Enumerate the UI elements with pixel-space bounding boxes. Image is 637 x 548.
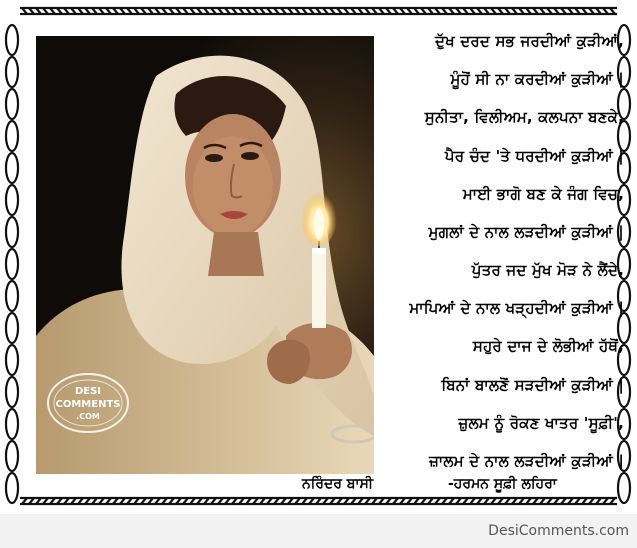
watermark-line-3: .COM bbox=[76, 412, 100, 421]
poem-line: ਪੁੱਤਰ ਜਦ ਮੁੱਖ ਮੋੜ ਨੇ ਲੈਂਦੇ, bbox=[471, 261, 624, 280]
desicomments-watermark bbox=[46, 372, 130, 434]
poem-line: ਮਾਈ ਭਾਗੋ ਬਣ ਕੇ ਜੰਗ ਵਿਚ, bbox=[462, 184, 624, 203]
poet-signature-right: -ਹਰਮਨ ਸੂਫ਼ੀ ਲਹਿਰਾ bbox=[448, 476, 557, 492]
poet-signature-left: ਨਰਿੰਦਰ ਬਾਸੀ bbox=[302, 476, 374, 492]
poem-line: ਸੁਨੀਤਾ, ਵਿਲੀਅਮ, ਕਲਪਨਾ ਬਣਕੇ, bbox=[424, 108, 624, 127]
poem-line: ਮੁਗਲਾਂ ਦੇ ਨਾਲ ਲੜਦੀਆਂ ਕੁੜੀਆਂ | bbox=[428, 222, 624, 241]
poem-line: ਸਹੁਰੇ ਦਾਜ ਦੇ ਲੋਭੀਆਂ ਹੱਥੋਂ, bbox=[472, 337, 624, 356]
poem-line: ਜ਼ਾਲਮ ਦੇ ਨਾਲ ਲੜਦੀਆਂ ਕੁੜੀਆਂ | bbox=[429, 451, 624, 470]
poem-line: ਪੈਰ ਚੰਦ 'ਤੇ ਧਰਦੀਆਂ ਕੁੜੀਆਂ | bbox=[444, 146, 624, 165]
poem-line: ਮੂੰਹੋਂ ਸੀ ਨਾ ਕਰਦੀਆਂ ਕੁੜੀਆਂ | bbox=[450, 70, 624, 89]
poem-line: ਬਿਨਾਂ ਬਾਲਣੋਂ ਸੜਦੀਆਂ ਕੁੜੀਆਂ | bbox=[441, 375, 624, 394]
footer-bar bbox=[0, 514, 637, 548]
poem-line: ਦੁੱਖ ਦਰਦ ਸਭ ਜਰਦੀਆਂ ਕੁੜੀਆਂ, bbox=[435, 32, 624, 50]
watermark-line-1: DESI bbox=[74, 386, 102, 397]
footer-site-name[interactable]: DesiComments.com bbox=[488, 523, 629, 539]
watermark-line-2: COMMENTS bbox=[55, 399, 121, 410]
poem bbox=[378, 28, 624, 474]
poem-line: ਜ਼ੁਲਮ ਨੂੰ ਰੋਕਣ ਖਾਤਰ 'ਸੂਫ਼ੀ', bbox=[458, 413, 624, 432]
poem-line: ਮਾਪਿਆਂ ਦੇ ਨਾਲ ਖੜ੍ਹਦੀਆਂ ਕੁੜੀਆਂ | bbox=[409, 299, 624, 318]
